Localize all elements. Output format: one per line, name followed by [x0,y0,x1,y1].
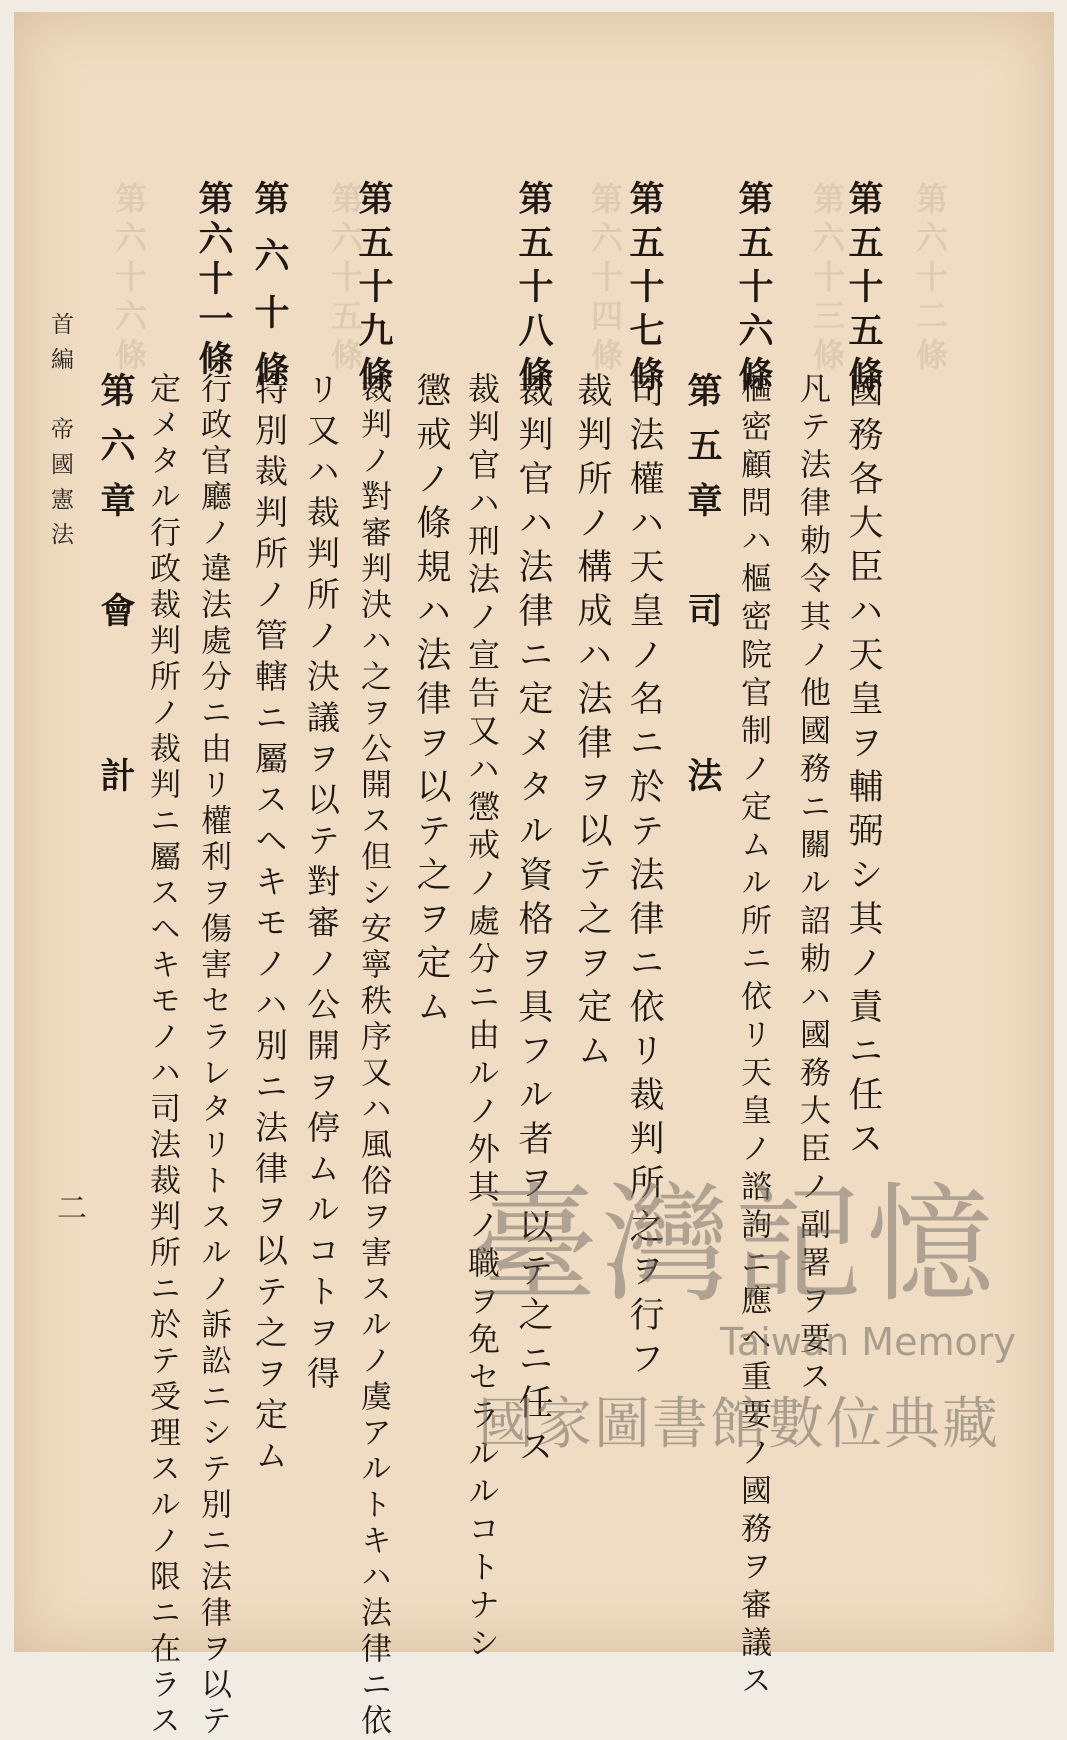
article-label: 第六十條 [249,180,290,408]
article-text: 裁判官ハ刑法ノ宣告又ハ懲戒ノ處分ニ由ルノ外其ノ職ヲ免セラルルコトナシ [463,372,501,1664]
article-text: 司法權ハ天皇ノ名ニ於テ法律ニ依リ裁判所之ヲ行フ [624,372,664,1384]
bleed-through-text: 第六十二條 [911,182,949,377]
bleed-through-text: 第六十四條 [586,182,624,377]
article-label: 第五十八條 [513,180,554,400]
article-text: 國務各大臣ハ天皇ヲ輔弼シ其ノ責ニ任ス [843,372,883,1164]
watermark-logo: 臺灣記憶 [470,1171,999,1320]
page-number: 二 [51,1192,86,1222]
article-text: 定メタル行政裁判所ノ裁判ニ屬スヘキモノハ司法裁判所ニ於テ受理スルノ限ニ在ラス [144,372,180,1740]
article-text: 特別裁判所ノ管轄ニ屬スヘキモノハ別ニ法律ヲ以テ之ヲ定ム [250,372,289,1479]
bleed-through-text: 第六十六條 [110,182,148,377]
article-text: 行政官廳ノ違法處分ニ由リ權利ヲ傷害セラレタリトスルノ訴訟ニシテ別ニ法律ヲ以テ [195,372,231,1740]
bleed-through-text: 第六十三條 [808,182,846,377]
watermark-english: Taiwan Memory [720,1320,1016,1364]
article-label: 第五十七條 [624,180,665,400]
article-label: 第五十六條 [733,180,774,400]
bleed-through-text: 第六十五條 [326,182,364,377]
article-text: 凡テ法律勅令其ノ他國務ニ關ル詔勅ハ國務大臣ノ副署ヲ要ス [794,372,830,1398]
running-head: 首編 帝國憲法 [47,312,73,557]
article-text: 裁判ノ對審判決ハ之ヲ公開ス但シ安寧秩序又ハ風俗ヲ害スルノ虞アルトキハ法律ニ依 [355,372,391,1740]
article-text: 樞密顧問ハ樞密院官制ノ定ムル所ニ依リ天皇ノ諮詢ニ應ヘ重要ノ國務ヲ審議ス [735,372,771,1702]
article-text: リ又ハ裁判所ノ決議ヲ以テ對審ノ公開ヲ停ムルコトヲ得 [302,372,341,1397]
article-label: 第五十五條 [843,180,884,400]
article-label: 第六十一條 [193,180,234,380]
chapter-heading: 第五章 司 法 [682,372,723,812]
article-label: 第五十九條 [353,180,394,400]
chapter-heading: 第六章 會 計 [95,372,136,812]
article-text: 裁判所ノ構成ハ法律ヲ以テ之ヲ定ム [572,372,612,1076]
article-text: 懲戒ノ條規ハ法律ヲ以テ之ヲ定ム [411,372,451,1032]
article-text: 裁判官ハ法律ニ定メタル資格ヲ具フル者ヲ以テ之ニ任ス [513,372,553,1472]
watermark-chinese: 國家圖書館數位典藏 [478,1392,1000,1457]
